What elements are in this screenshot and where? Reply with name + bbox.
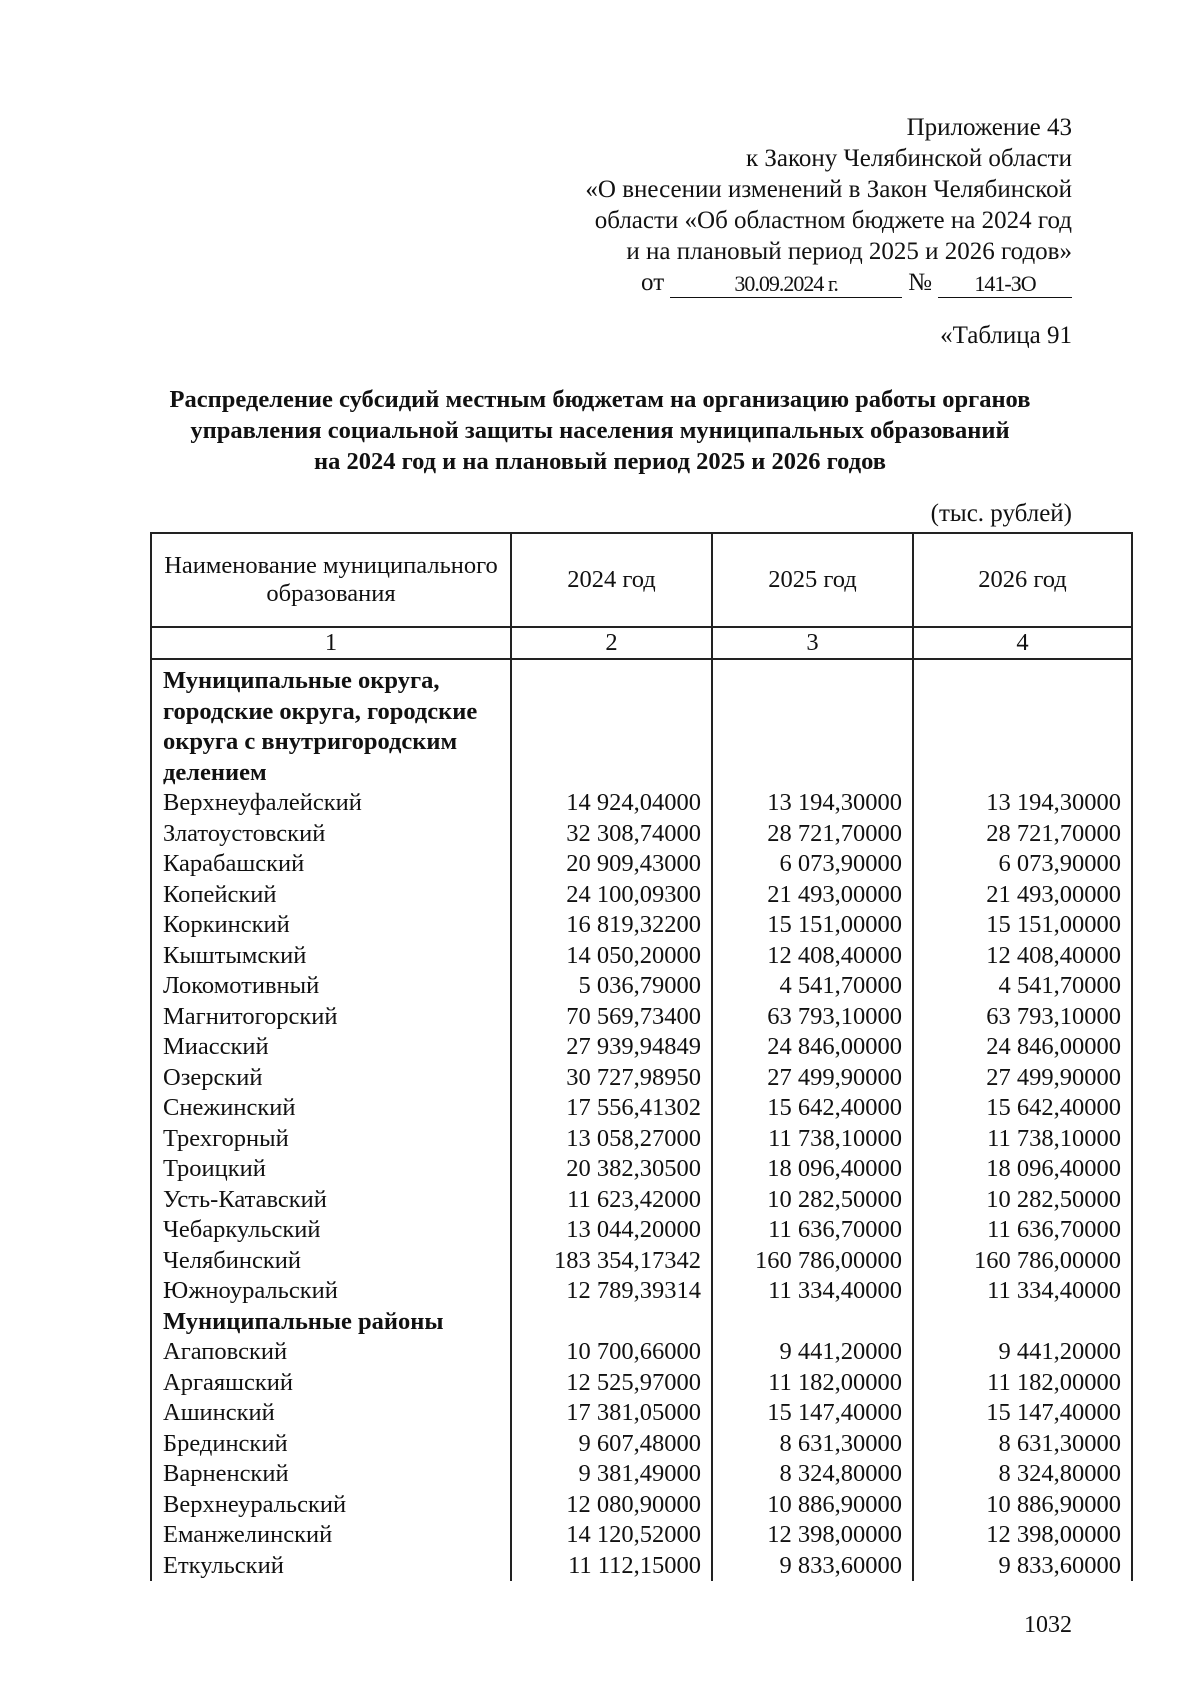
table-row (151, 788, 1132, 819)
municipality-name: Южноуральский (151, 1276, 511, 1307)
table-row (151, 849, 1132, 880)
value-2025: 11 738,10000 (712, 1124, 913, 1155)
value-2025: 28 721,70000 (712, 819, 913, 850)
empty-cell (511, 1307, 712, 1338)
value-2026: 12 408,40000 (913, 941, 1132, 972)
value-2024: 30 727,98950 (511, 1063, 712, 1094)
municipality-name: Озерский (151, 1063, 511, 1094)
group-header-row (151, 1307, 1132, 1338)
value-2026: 18 096,40000 (913, 1154, 1132, 1185)
decree-number: 141-ЗО (938, 271, 1072, 298)
value-2024: 70 569,73400 (511, 1002, 712, 1033)
value-2025: 15 147,40000 (712, 1398, 913, 1429)
municipality-name: Трехгорный (151, 1124, 511, 1155)
decree-date: 30.09.2024 г. (670, 271, 902, 298)
value-2025: 160 786,00000 (712, 1246, 913, 1277)
value-2024: 11 623,42000 (511, 1185, 712, 1216)
value-2024: 183 354,17342 (511, 1246, 712, 1277)
municipality-name: Аргаяшский (151, 1368, 511, 1399)
municipality-name: Троицкий (151, 1154, 511, 1185)
value-2024: 13 058,27000 (511, 1124, 712, 1155)
value-2024: 17 556,41302 (511, 1093, 712, 1124)
value-2026: 15 147,40000 (913, 1398, 1132, 1429)
municipality-name: Верхнеуфалейский (151, 788, 511, 819)
value-2026: 24 846,00000 (913, 1032, 1132, 1063)
decree-reference (512, 267, 1072, 298)
table-row (151, 1124, 1132, 1155)
value-2024: 16 819,32200 (511, 910, 712, 941)
table-row (151, 1002, 1132, 1033)
value-2024: 10 700,66000 (511, 1337, 712, 1368)
number-label: № (908, 269, 932, 296)
value-2026: 15 151,00000 (913, 910, 1132, 941)
value-2025: 9 833,60000 (712, 1551, 913, 1582)
table-row (151, 1337, 1132, 1368)
spacer-cell (913, 659, 1132, 666)
table-row (151, 819, 1132, 850)
municipality-name: Копейский (151, 880, 511, 911)
table-body (151, 659, 1132, 1581)
value-2025: 11 334,40000 (712, 1276, 913, 1307)
units-note: (тыс. рублей) (930, 500, 1072, 527)
value-2024: 14 924,04000 (511, 788, 712, 819)
table-row (151, 1063, 1132, 1094)
value-2024: 14 050,20000 (511, 941, 712, 972)
column-header-name: Наименование муниципального образования (151, 533, 511, 627)
value-2025: 21 493,00000 (712, 880, 913, 911)
empty-cell (913, 1307, 1132, 1338)
municipality-name: Еманжелинский (151, 1520, 511, 1551)
column-number: 3 (712, 627, 913, 659)
value-2025: 15 151,00000 (712, 910, 913, 941)
municipality-name: Челябинский (151, 1246, 511, 1277)
table-row (151, 1093, 1132, 1124)
municipality-name: Коркинский (151, 910, 511, 941)
appendix-line: «О внесении изменений в Закон Челябинской (585, 176, 1072, 203)
municipality-name: Снежинский (151, 1093, 511, 1124)
table-row (151, 1520, 1132, 1551)
title-line: на 2024 год и на плановый период 2025 и 2026 годов (313, 448, 886, 475)
value-2026: 28 721,70000 (913, 819, 1132, 850)
group-header-row (151, 666, 1132, 788)
value-2024: 5 036,79000 (511, 971, 712, 1002)
column-number: 4 (913, 627, 1132, 659)
value-2026: 11 738,10000 (913, 1124, 1132, 1155)
municipality-name: Магнитогорский (151, 1002, 511, 1033)
municipality-name: Кыштымский (151, 941, 511, 972)
value-2025: 24 846,00000 (712, 1032, 913, 1063)
value-2026: 11 334,40000 (913, 1276, 1132, 1307)
empty-cell (913, 666, 1132, 788)
value-2026: 15 642,40000 (913, 1093, 1132, 1124)
value-2024: 14 120,52000 (511, 1520, 712, 1551)
table-row (151, 1215, 1132, 1246)
table-row (151, 1368, 1132, 1399)
table-row (151, 1398, 1132, 1429)
table-header-row (151, 533, 1132, 627)
value-2025: 4 541,70000 (712, 971, 913, 1002)
municipality-name: Ашинский (151, 1398, 511, 1429)
value-2026: 10 282,50000 (913, 1185, 1132, 1216)
value-2026: 8 324,80000 (913, 1459, 1132, 1490)
value-2025: 27 499,90000 (712, 1063, 913, 1094)
value-2026: 10 886,90000 (913, 1490, 1132, 1521)
value-2026: 6 073,90000 (913, 849, 1132, 880)
value-2024: 24 100,09300 (511, 880, 712, 911)
value-2026: 63 793,10000 (913, 1002, 1132, 1033)
column-header-2024: 2024 год (511, 533, 712, 627)
value-2024: 9 381,49000 (511, 1459, 712, 1490)
value-2025: 8 324,80000 (712, 1459, 913, 1490)
empty-cell (511, 666, 712, 788)
value-2025: 18 096,40000 (712, 1154, 913, 1185)
value-2025: 11 636,70000 (712, 1215, 913, 1246)
table-label: «Таблица 91 (940, 322, 1072, 349)
value-2026: 13 194,30000 (913, 788, 1132, 819)
value-2024: 20 909,43000 (511, 849, 712, 880)
group-title: Муниципальные районы (151, 1307, 511, 1338)
value-2024: 12 080,90000 (511, 1490, 712, 1521)
municipality-name: Верхнеуральский (151, 1490, 511, 1521)
from-label: от (641, 269, 665, 296)
value-2024: 20 382,30500 (511, 1154, 712, 1185)
table-row (151, 880, 1132, 911)
value-2025: 13 194,30000 (712, 788, 913, 819)
spacer-row (151, 659, 1132, 666)
value-2024: 12 789,39314 (511, 1276, 712, 1307)
value-2024: 13 044,20000 (511, 1215, 712, 1246)
column-number-row (151, 627, 1132, 659)
spacer-cell (511, 659, 712, 666)
title-line: управления социальной защиты населения муниципальных образований (190, 417, 1010, 444)
value-2025: 10 282,50000 (712, 1185, 913, 1216)
appendix-line: к Закону Челябинской области (746, 145, 1072, 172)
value-2025: 10 886,90000 (712, 1490, 913, 1521)
column-number: 2 (511, 627, 712, 659)
value-2025: 11 182,00000 (712, 1368, 913, 1399)
municipality-name: Варненский (151, 1459, 511, 1490)
table-row (151, 1276, 1132, 1307)
appendix-line: Приложение 43 (906, 114, 1072, 141)
value-2024: 27 939,94849 (511, 1032, 712, 1063)
municipality-name: Чебаркульский (151, 1215, 511, 1246)
value-2024: 32 308,74000 (511, 819, 712, 850)
column-number: 1 (151, 627, 511, 659)
value-2024: 12 525,97000 (511, 1368, 712, 1399)
municipality-name: Усть-Катавский (151, 1185, 511, 1216)
table-row (151, 1459, 1132, 1490)
value-2025: 63 793,10000 (712, 1002, 913, 1033)
municipality-name: Златоустовский (151, 819, 511, 850)
column-header-2026: 2026 год (913, 533, 1132, 627)
municipality-name: Агаповский (151, 1337, 511, 1368)
value-2026: 11 636,70000 (913, 1215, 1132, 1246)
table-row (151, 941, 1132, 972)
column-header-2025: 2025 год (712, 533, 913, 627)
appendix-header (512, 112, 1072, 298)
empty-cell (712, 666, 913, 788)
table-row (151, 910, 1132, 941)
subsidy-table (150, 532, 1133, 1581)
municipality-name: Локомотивный (151, 971, 511, 1002)
group-title: Муниципальные округа, городские округа, городские округа с внутригородским делением (151, 666, 511, 788)
value-2025: 6 073,90000 (712, 849, 913, 880)
value-2026: 21 493,00000 (913, 880, 1132, 911)
value-2026: 27 499,90000 (913, 1063, 1132, 1094)
value-2025: 15 642,40000 (712, 1093, 913, 1124)
value-2025: 9 441,20000 (712, 1337, 913, 1368)
value-2024: 9 607,48000 (511, 1429, 712, 1460)
municipality-name: Миасский (151, 1032, 511, 1063)
municipality-name: Брединский (151, 1429, 511, 1460)
document-title (140, 384, 1060, 477)
value-2026: 11 182,00000 (913, 1368, 1132, 1399)
table-row (151, 1246, 1132, 1277)
table-row (151, 1032, 1132, 1063)
value-2025: 12 398,00000 (712, 1520, 913, 1551)
spacer-cell (712, 659, 913, 666)
value-2026: 9 441,20000 (913, 1337, 1132, 1368)
empty-cell (712, 1307, 913, 1338)
table-row (151, 1490, 1132, 1521)
table-row (151, 971, 1132, 1002)
value-2026: 9 833,60000 (913, 1551, 1132, 1582)
value-2024: 11 112,15000 (511, 1551, 712, 1582)
value-2026: 160 786,00000 (913, 1246, 1132, 1277)
table-row (151, 1551, 1132, 1582)
value-2024: 17 381,05000 (511, 1398, 712, 1429)
value-2026: 8 631,30000 (913, 1429, 1132, 1460)
spacer-cell (151, 659, 511, 666)
table-row (151, 1185, 1132, 1216)
municipality-name: Карабашский (151, 849, 511, 880)
title-line: Распределение субсидий местным бюджетам на организацию работы органов (169, 386, 1031, 413)
table-row (151, 1154, 1132, 1185)
page-number: 1032 (1024, 1612, 1072, 1638)
table-row (151, 1429, 1132, 1460)
appendix-line: области «Об областном бюджете на 2024 год (594, 207, 1072, 234)
municipality-name: Еткульский (151, 1551, 511, 1582)
value-2025: 12 408,40000 (712, 941, 913, 972)
appendix-line: и на плановый период 2025 и 2026 годов» (626, 238, 1072, 265)
value-2026: 4 541,70000 (913, 971, 1132, 1002)
value-2026: 12 398,00000 (913, 1520, 1132, 1551)
value-2025: 8 631,30000 (712, 1429, 913, 1460)
